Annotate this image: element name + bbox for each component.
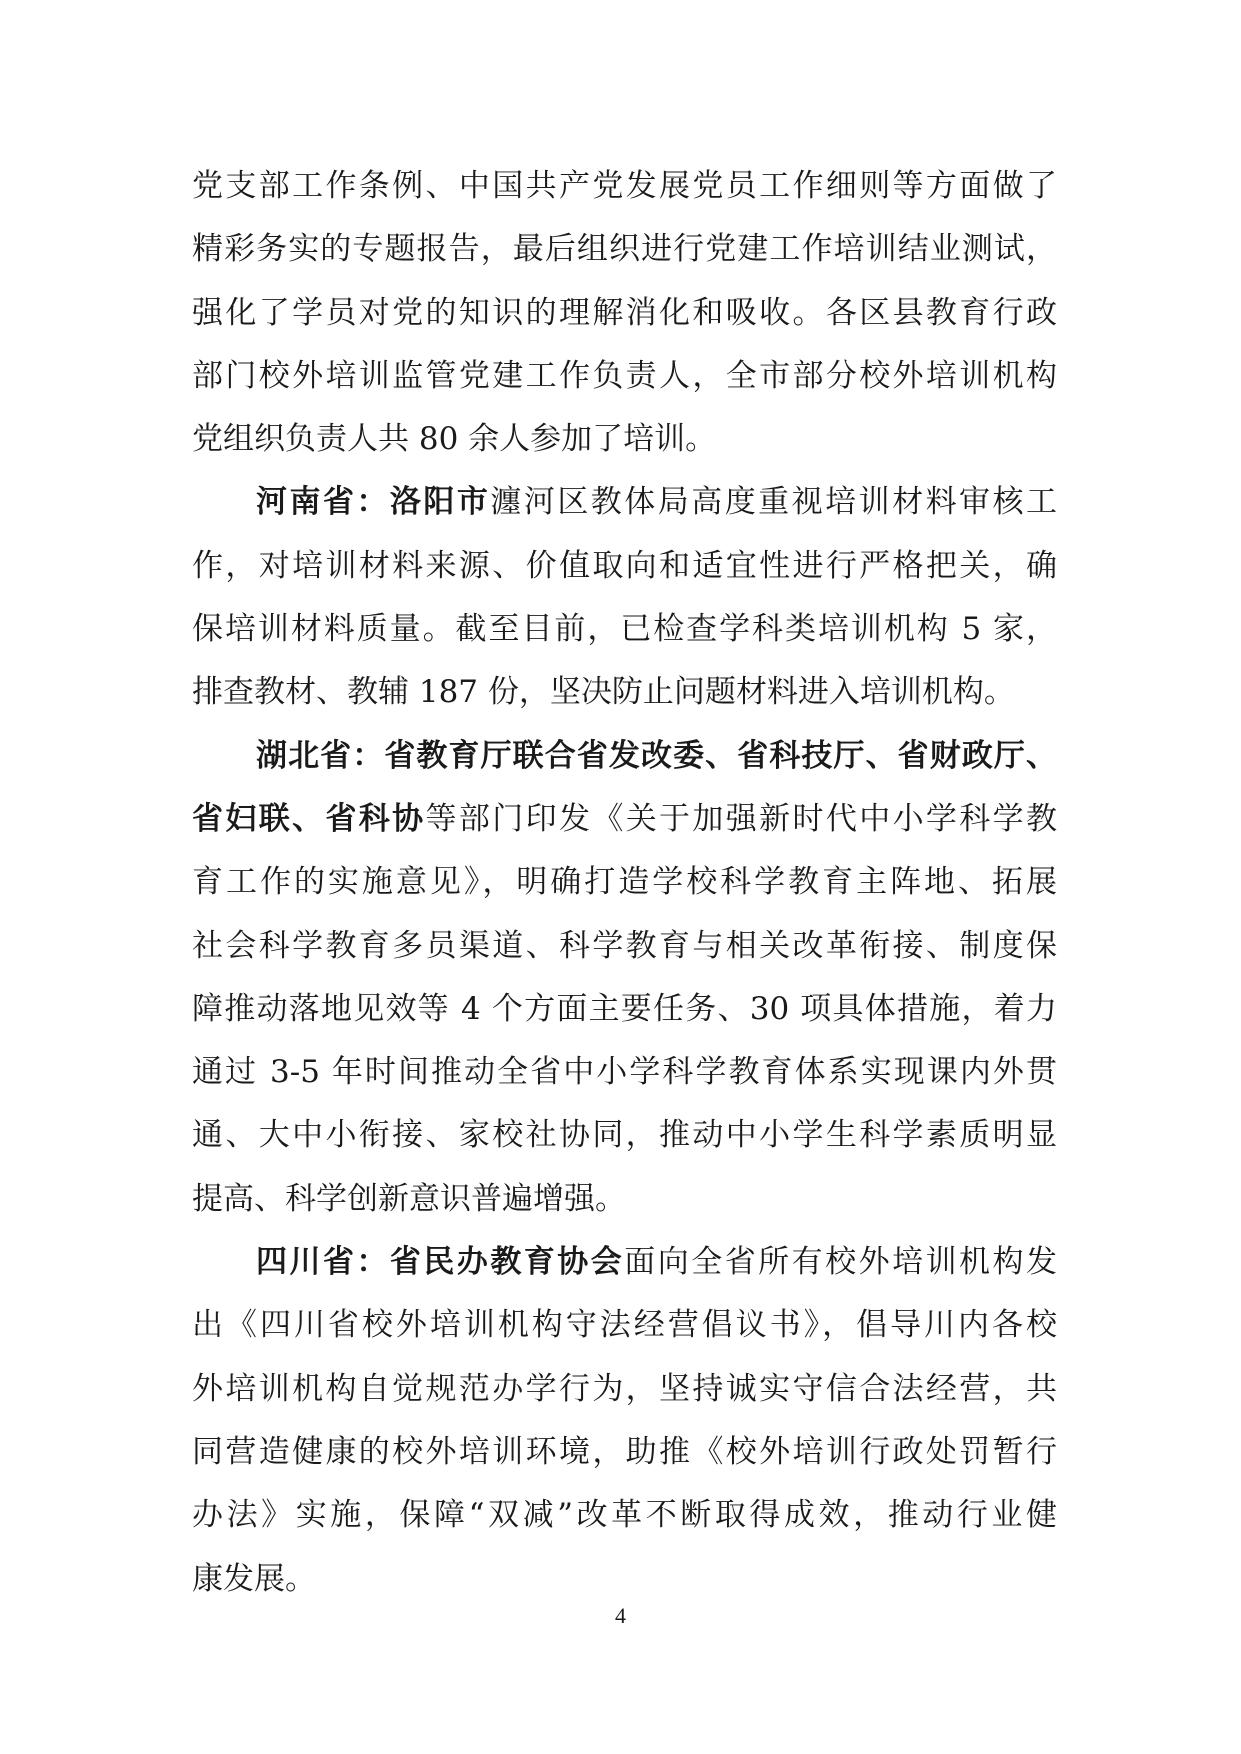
text-line: [192, 661, 1057, 724]
line-text: 外培训机构自觉规范办学行为，坚持诚实守信合法经营，共: [192, 1370, 1057, 1407]
text-line: [192, 1358, 1057, 1421]
text-line: [192, 218, 1057, 281]
text-line: [192, 471, 1057, 534]
paragraph-sichuan: [192, 1231, 1057, 1611]
line-text: 面向全省所有校外培训机构发: [624, 1244, 1058, 1281]
line-text: 障推动落地见效等 4 个方面主要任务、30 项具体措施，着力: [192, 990, 1057, 1027]
bold-lead-text: 河南省：洛阳市: [256, 484, 491, 521]
text-line: [192, 725, 1057, 788]
text-line: [192, 1104, 1057, 1167]
text-line: [192, 598, 1057, 661]
body-text: [192, 155, 1057, 1611]
line-text: 强化了学员对党的知识的理解消化和吸收。各区县教育行政: [192, 294, 1057, 331]
bold-lead-text: 湖北省：省教育厅联合省发改委、省科技厅、省财政厅、: [256, 737, 1057, 774]
text-line: [192, 1041, 1057, 1104]
paragraph-hubei: [192, 725, 1057, 1231]
line-text: 瀍河区教体局高度重视培训材料审核工: [490, 484, 1058, 521]
bold-lead-text: 省妇联、省科协: [192, 800, 426, 837]
line-text: 作，对培训材料来源、价值取向和适宜性进行严格把关，确: [192, 547, 1057, 584]
line-text: 党支部工作条例、中国共产党发展党员工作细则等方面做了: [192, 168, 1057, 204]
line-text: 党组织负责人共 80 余人参加了培训。: [192, 421, 717, 458]
text-line: [192, 535, 1057, 598]
line-text: 通、大中小衔接、家校社协同，推动中小学生科学素质明显: [192, 1117, 1057, 1154]
line-text: 通过 3-5 年时间推动全省中小学科学教育体系实现课内外贯: [192, 1054, 1057, 1091]
line-text: 精彩务实的专题报告，最后组织进行党建工作培训结业测试，: [192, 231, 1057, 268]
line-text: 育工作的实施意见》，明确打造学校科学教育主阵地、拓展: [192, 864, 1057, 901]
line-text: 办法》实施，保障“双减”改革不断取得成效，推动行业健: [192, 1497, 1057, 1534]
line-text: 等部门印发《关于加强新时代中小学科学教: [425, 800, 1058, 837]
line-text: 排查教材、教辅 187 份，坚决防止问题材料进入培训机构。: [192, 674, 1015, 711]
text-line: [192, 282, 1057, 345]
text-line: [192, 155, 1057, 218]
text-line: [192, 1231, 1057, 1294]
bold-lead-text: 四川省：省民办教育协会: [256, 1244, 625, 1281]
line-text: 提高、科学创新意识普遍增强。: [192, 1180, 626, 1217]
text-line: [192, 1421, 1057, 1484]
text-line: [192, 1294, 1057, 1357]
text-line: [192, 851, 1057, 914]
text-line: [192, 788, 1057, 851]
text-line: [192, 915, 1057, 978]
line-text: 部门校外培训监管党建工作负责人，全市部分校外培训机构: [192, 357, 1057, 394]
line-text: 康发展。: [192, 1560, 316, 1597]
text-line: [192, 1168, 1057, 1231]
text-line: [192, 408, 1057, 471]
paragraph-henan: [192, 471, 1057, 724]
line-text: 同营造健康的校外培训环境，助推《校外培训行政处罚暂行: [192, 1433, 1057, 1470]
text-line: [192, 1548, 1057, 1611]
line-text: 保培训材料质量。截至目前，已检查学科类培训机构 5 家，: [192, 611, 1057, 648]
text-line: [192, 978, 1057, 1041]
line-text: 社会科学教育多员渠道、科学教育与相关改革衔接、制度保: [192, 927, 1057, 964]
line-text: 出《四川省校外培训机构守法经营倡议书》，倡导川内各校: [192, 1307, 1057, 1344]
page-number: 4: [615, 1603, 626, 1628]
paragraph-p1: [192, 155, 1057, 471]
text-line: [192, 1484, 1057, 1547]
text-line: [192, 345, 1057, 408]
